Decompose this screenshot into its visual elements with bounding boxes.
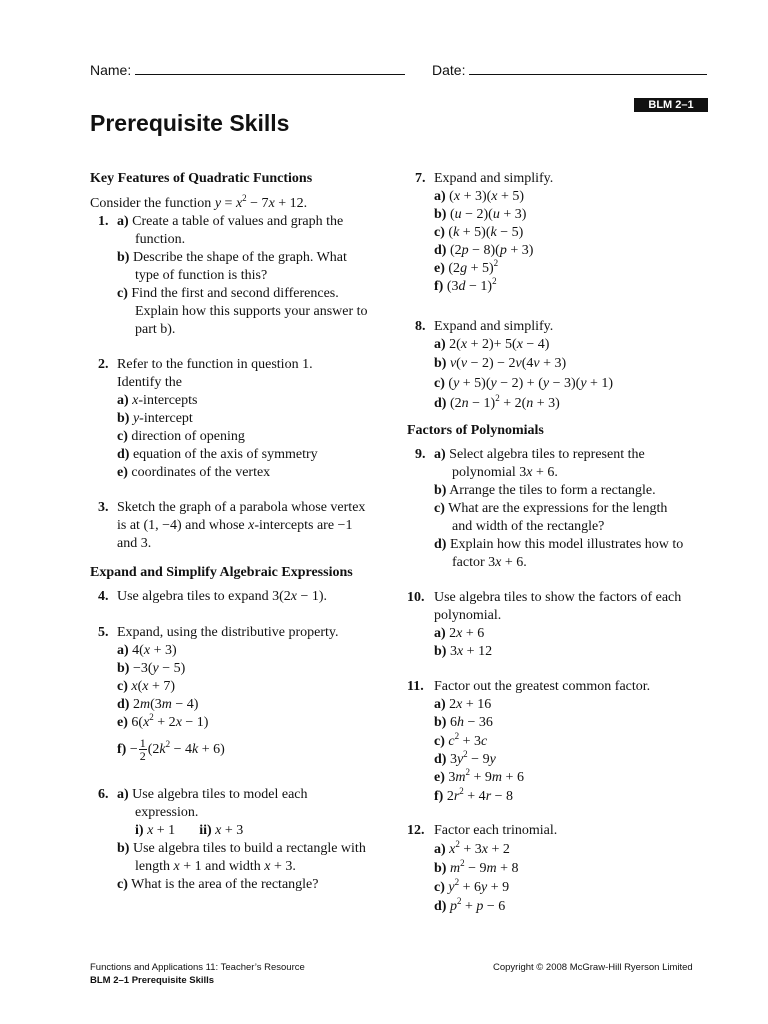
q1c-cont2: part b). xyxy=(135,322,176,337)
q8-number: 8. xyxy=(415,319,426,334)
q7b: b) (u − 2)(u + 3) xyxy=(434,207,527,222)
q11a: a) 2x + 16 xyxy=(434,697,492,712)
q11b: b) 6h − 36 xyxy=(434,715,493,730)
page-title: Prerequisite Skills xyxy=(90,110,290,136)
q2d: d) equation of the axis of symmetry xyxy=(117,447,318,462)
q12-number: 12. xyxy=(407,823,425,838)
q10-line1: Use algebra tiles to show the factors of each xyxy=(434,590,682,605)
q7f: f) $(3d - 1)^2$ xyxy=(434,276,497,294)
q5-line1: Expand, using the distributive property. xyxy=(117,625,339,640)
footer-blm: BLM 2–1 Prerequisite Skills xyxy=(90,975,215,986)
q12a: a) $x^2 + 3x + 2$ xyxy=(434,839,510,857)
q11c: c) $c^2 + 3c$ xyxy=(434,731,488,749)
q9b: b) Arrange the tiles to form a rectangle. xyxy=(434,483,656,498)
q11e: e) $3m^2 + 9m + 6$ xyxy=(434,767,524,785)
name-field-row xyxy=(90,60,405,78)
q2-number: 2. xyxy=(98,357,109,372)
name-line[interactable] xyxy=(135,60,405,75)
q11-line1: Factor out the greatest common factor. xyxy=(434,679,651,694)
q6a-parts: i) x + 1 ii) x + 3 xyxy=(135,823,244,838)
q7c: c) (k + 5)(k − 5) xyxy=(434,225,524,240)
q3-number: 3. xyxy=(98,500,109,515)
q8c: c) (y + 5)(y − 2) + (y − 3)(y + 1) xyxy=(434,376,614,391)
fraction-one-half: $\frac{1}{2}$ xyxy=(139,736,146,764)
q8-line1: Expand and simplify. xyxy=(434,319,554,334)
q1c-cont: Explain how this supports your answer to xyxy=(135,304,368,319)
q5f: f) − $\frac{1}{2}$ $(2k^2 - 4k + 6)$ xyxy=(117,736,225,764)
q12-line1: Factor each trinomial. xyxy=(434,823,558,838)
q5d: d) 2m(3m − 4) xyxy=(117,697,199,712)
q9c-cont: and width of the rectangle? xyxy=(452,519,605,534)
q10-line2: polynomial. xyxy=(434,608,502,623)
q9a: a) Select algebra tiles to represent the xyxy=(434,447,645,462)
q12d: d) $p^2 + p - 6$ xyxy=(434,896,506,914)
q11-number: 11. xyxy=(407,679,424,694)
q2c: c) direction of opening xyxy=(117,429,245,444)
q1c: c) Find the first and second differences. xyxy=(117,286,339,301)
section-heading-expand: Expand and Simplify Algebraic Expressions xyxy=(90,565,353,580)
q8a: a) 2(x + 2)+ 5(x − 4) xyxy=(434,337,550,352)
q5c: c) x(x + 7) xyxy=(117,679,176,694)
q6-number: 6. xyxy=(98,787,109,802)
q8d: d) $(2n - 1)^2 + 2(n + 3)$ xyxy=(434,393,560,411)
q4-text: Use algebra tiles to expand 3(2x − 1). xyxy=(117,589,328,604)
q1-intro: Consider the function $y = x^2 - 7x + 12$. xyxy=(90,193,308,211)
q1b-cont: type of function is this? xyxy=(135,268,268,283)
q3-line2: is at (1, −4) and whose x-intercepts are −1 xyxy=(117,518,353,533)
q9d-cont: factor 3x + 6. xyxy=(452,555,527,570)
q2-line2: Identify the xyxy=(117,375,182,390)
q6a: a) Use algebra tiles to model each xyxy=(117,787,308,802)
q12b: b) $m^2 - 9m + 8$ xyxy=(434,858,519,876)
q9-number: 9. xyxy=(415,447,426,462)
section-heading-factors: Factors of Polynomials xyxy=(407,423,544,438)
q6b-cont: length x + 1 and width x + 3. xyxy=(135,859,296,874)
q12c: c) $y^2 + 6y + 9$ xyxy=(434,877,510,895)
q7-number: 7. xyxy=(415,171,426,186)
q1a-cont: function. xyxy=(135,232,186,247)
q9c: c) What are the expressions for the length xyxy=(434,501,668,516)
q6a-cont: expression. xyxy=(135,805,199,820)
q6b: b) Use algebra tiles to build a rectangle with xyxy=(117,841,366,856)
q2e: e) coordinates of the vertex xyxy=(117,465,271,480)
q5b: b) −3(y − 5) xyxy=(117,661,186,676)
q11d: d) $3y^2 - 9y$ xyxy=(434,749,496,767)
q7-line1: Expand and simplify. xyxy=(434,171,554,186)
q10-number: 10. xyxy=(407,590,425,605)
footer-resource: Functions and Applications 11: Teacher’s Resource xyxy=(90,962,305,973)
q1a: a) Create a table of values and graph the xyxy=(117,214,344,229)
q2-line1: Refer to the function in question 1. xyxy=(117,357,313,372)
q7e: e) $(2g + 5)^2$ xyxy=(434,258,499,276)
q7d: d) (2p − 8)(p + 3) xyxy=(434,243,534,258)
q7a: a) (x + 3)(x + 5) xyxy=(434,189,525,204)
q9a-cont: polynomial 3x + 6. xyxy=(452,465,558,480)
q3-line3: and 3. xyxy=(117,536,152,551)
q6c: c) What is the area of the rectangle? xyxy=(117,877,319,892)
q8b: b) v(v − 2) − 2v(4v + 3) xyxy=(434,356,567,371)
date-field-row xyxy=(432,60,707,78)
q11f: f) $2r^2 + 4r - 8$ xyxy=(434,786,514,804)
q5e: e) $6(x^2 + 2x - 1)$ xyxy=(117,712,209,730)
q3-line1: Sketch the graph of a parabola whose vertex xyxy=(117,500,366,515)
q5-number: 5. xyxy=(98,625,109,640)
q2b: b) y-intercept xyxy=(117,411,193,426)
q10a: a) 2x + 6 xyxy=(434,626,485,641)
q4-number: 4. xyxy=(98,589,109,604)
q10b: b) 3x + 12 xyxy=(434,644,493,659)
section-heading-quadratic: Key Features of Quadratic Functions xyxy=(90,171,313,186)
q5a: a) 4(x + 3) xyxy=(117,643,177,658)
q9d: d) Explain how this model illustrates how to xyxy=(434,537,684,552)
name-label: Name: xyxy=(90,62,132,78)
footer-copyright: Copyright © 2008 McGraw-Hill Ryerson Limited xyxy=(493,962,693,973)
date-line[interactable] xyxy=(469,60,707,75)
q1b: b) Describe the shape of the graph. What xyxy=(117,250,347,265)
date-label: Date: xyxy=(432,62,466,78)
q2a: a) x-intercepts xyxy=(117,393,198,408)
blm-badge: BLM 2–1 xyxy=(634,98,708,112)
q1-number: 1. xyxy=(98,214,109,229)
